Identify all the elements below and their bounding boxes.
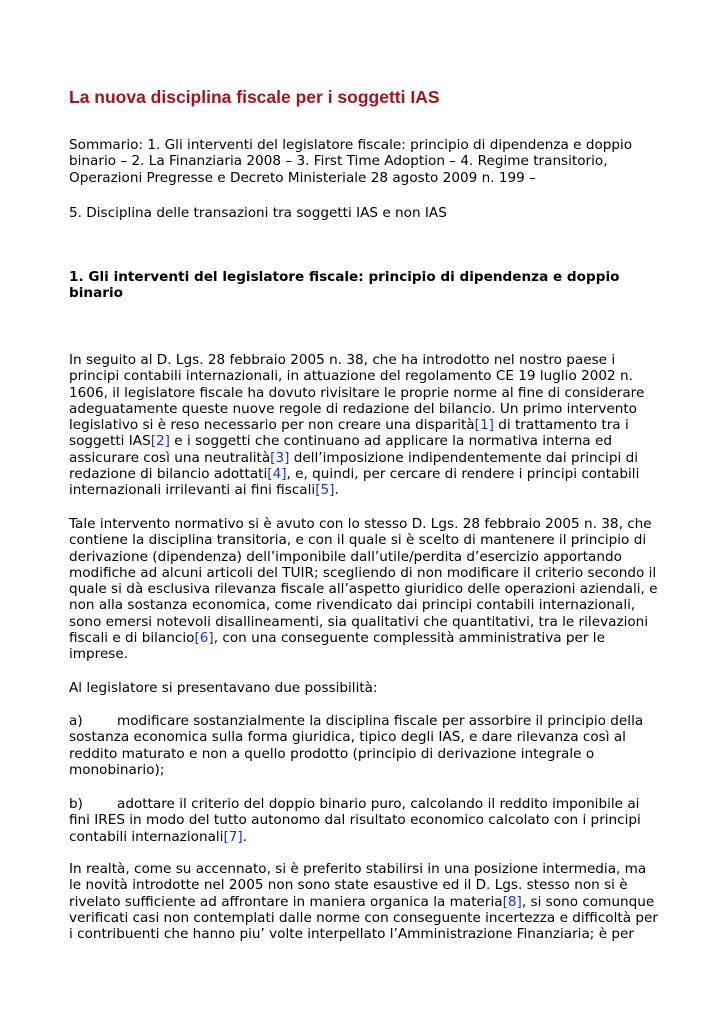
paragraph-1 — [69, 352, 661, 499]
list-item-text: adottare il criterio del doppio binario puro, calcolando il reddito imponibile ai fini IRES in modo del tutto autonomo dal risultato economico calcolato con i principi contabili internazionali — [69, 796, 641, 845]
list-item-a — [69, 713, 661, 778]
section-1-heading: 1. Gli interventi del legislatore fiscale: principio di dipendenza e doppio binario — [69, 269, 620, 302]
footnote-link-4[interactable]: [4] — [267, 466, 287, 483]
footnote-link-1[interactable]: [1] — [474, 417, 494, 434]
footnote-link-6[interactable]: [6] — [194, 630, 214, 647]
list-item-label: b) — [69, 796, 83, 812]
paragraph-4-text: , si sono comunque verificati casi non contemplati dalle norme con conseguente incertezza e difficoltà per i contribuenti che hanno piu’ volte interpellato l’Amministrazione Finanziaria; è per — [69, 893, 658, 943]
paragraph-4-text: In realtà, come su accennato, si è preferito stabilirsi in una posizione intermedia, ma le novità introdotte nel 2005 non sono state esaustive ed il D. Lgs. stesso non si è rivelato sufficiente ad affrontare in maniera organica la materia — [69, 861, 647, 910]
footnote-link-2[interactable]: [2] — [150, 433, 170, 450]
list-item-text: modificare sostanzialmente la disciplina fiscale per assorbire il principio della sostanza economica sulla forma giuridica, tipico degli IAS, e dare rilevanza così al reddito maturato e non a quello prodotto (principio di derivazione integrale o monobinario); — [69, 713, 644, 778]
paragraph-1-text: di trattamento tra i soggetti IAS — [69, 417, 629, 450]
paragraph-2 — [69, 516, 661, 663]
footnote-link-3[interactable]: [3] — [270, 449, 290, 466]
summary-item-5: 5. Disciplina delle transazioni tra soggetti IAS e non IAS — [69, 205, 447, 221]
paragraph-1-text: , e, quindi, per cercare di rendere i principi contabili internazionali irrilevanti ai fini fiscali — [69, 466, 640, 499]
paragraph-1-text: e i soggetti che continuano ad applicare la normativa interna ed assicurare così una neutralità — [69, 433, 612, 466]
list-item-text: . — [242, 828, 248, 845]
summary-paragraph: Sommario: 1. Gli interventi del legislatore fiscale: principio di dipendenza e doppio binario – 2. La Finanziaria 2008 – 3. First Time Adoption – 4. Regime transitorio, Operazioni Pregresse e Decreto Ministeriale 28 agosto 2009 n. 199 – — [69, 137, 633, 186]
paragraph-2-text: , con una conseguente complessità amministrativa per le imprese. — [69, 630, 605, 663]
paragraph-1-text: . — [334, 482, 339, 499]
list-item-label: a) — [69, 713, 83, 729]
document-title: La nuova disciplina fiscale per i soggetti IAS — [69, 87, 440, 107]
footnote-link-5[interactable]: [5] — [315, 482, 335, 499]
paragraph-2-text: Tale intervento normativo si è avuto con lo stesso D. Lgs. 28 febbraio 2005 n. 38, che contiene la disciplina transitoria, e con il quale si è scelto di mantenere il principio di derivazione (dipendenza) dell’imponibile dall’utile/perdita d’esercizio apportando modifiche ad alcuni articoli del TUIR; scegliendo di non modificare il criterio secondo il quale si dà esclusiva rilevanza fiscale all’aspetto giuridico delle operazioni aziendali, e non alla sostanza economica, come rivendicato dai principi contabili internazionali, sono emersi notevoli disallineamenti, sia qualitativi che quantitativi, tra le rilevazioni fiscali e di bilancio — [69, 516, 658, 647]
paragraph-1-text: dell’imposizione indipendentemente dai principi di redazione di bilancio adottati — [69, 449, 638, 483]
footnote-link-8[interactable]: [8] — [502, 893, 522, 910]
footnote-link-7[interactable]: [7] — [223, 828, 243, 845]
paragraph-3: Al legislatore si presentavano due possibilità: — [69, 680, 378, 696]
paragraph-4 — [69, 861, 661, 942]
paragraph-1-text: In seguito al D. Lgs. 28 febbraio 2005 n. 38, che ha introdotto nel nostro paese i principi contabili internazionali, in attuazione del regolamento CE 19 luglio 2002 n. 1606, il legislatore fiscale ha dovuto rivisitare le proprie norme al fine di considerare adeguatamente queste nuove regole di redazione del bilancio. Un primo intervento legislativo si è reso necessario per non creare una disparità — [69, 352, 645, 434]
list-item-b — [69, 796, 661, 845]
